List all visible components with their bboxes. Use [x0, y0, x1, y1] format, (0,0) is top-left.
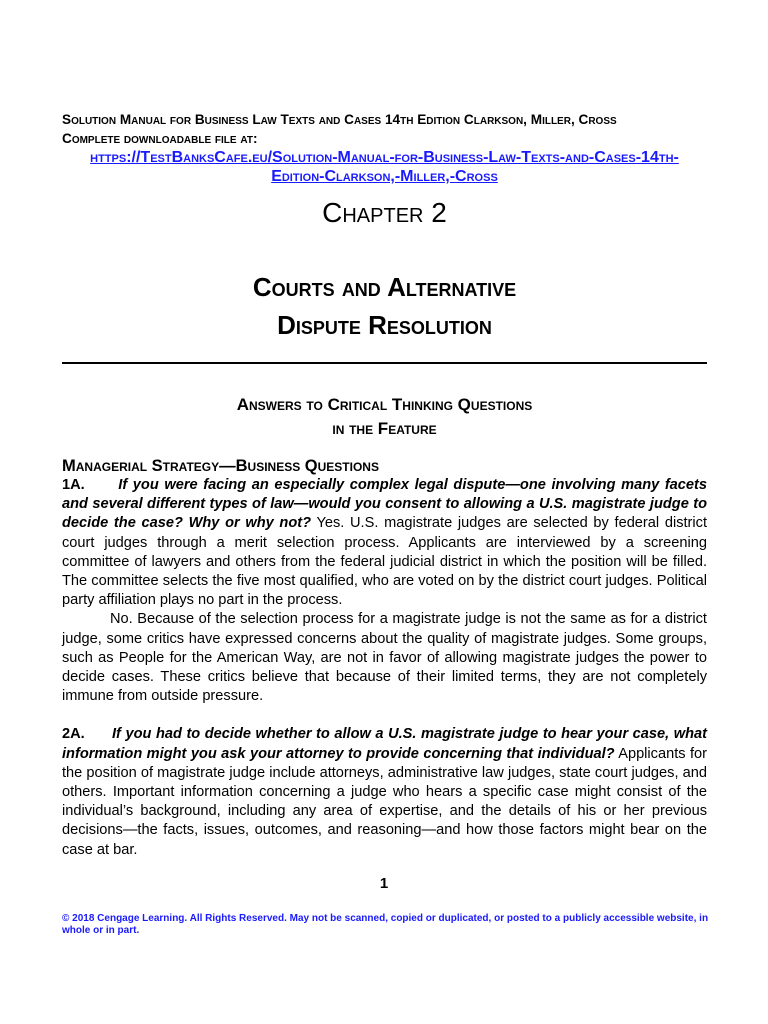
- document-page: [62, 110, 707, 860]
- question-2a-number: 2A.: [62, 726, 85, 743]
- chapter-heading: Chapter 2: [322, 197, 447, 228]
- section-title-line-2: in the Feature: [332, 419, 437, 438]
- answer-1a-paragraph-2: No. Because of the selection process for a magistrate judge is not the same as for a district judge, some critics have expressed concerns about the quality of magistrate judges. Some groups, such as People for the American Way, are not in favor of allowing magistrate judges the power to decide cases. These critics believe that because of their limited terms, they are not completely immune from outside pressure.: [62, 611, 707, 705]
- download-link[interactable]: https://TestBanksCafe.eu/Solution-Manual-for-Business-Law-Texts-and-Cases-14th-Edition-Clarkson,-Miller,-Cross: [90, 149, 679, 185]
- managerial-strategy-heading: Managerial Strategy—Business Questions: [62, 457, 379, 475]
- answer-1a-text: Yes. U.S. magistrate judges are selected by federal district court judges through a merit selection process. Applicants are interviewed by a screening committee of lawyers and others from the federal judicial district in which the position will be filled. The committee selects the five most qualified, who are voted on by the district court judges. Political party affiliation plays no part in the process.: [62, 515, 707, 609]
- question-1a-paragraph: [62, 476, 707, 610]
- chapter-title-line-2: Dispute Resolution: [277, 310, 492, 340]
- copyright-notice: © 2018 Cengage Learning. All Rights Reserved. May not be scanned, copied or duplicated, or posted to a publicly accessible website, in whole or in part.: [62, 913, 709, 936]
- page-number: 1: [379, 875, 389, 892]
- header-line-1: Solution Manual for Business Law Texts and Cases 14th Edition Clarkson, Miller, Cross: [62, 112, 617, 127]
- title-divider: [62, 362, 707, 364]
- question-1a-number: 1A.: [62, 477, 85, 493]
- header-line-2: Complete downloadable file at:: [62, 131, 258, 146]
- chapter-title: [62, 268, 707, 344]
- answer-2a-text: Applicants for the position of magistrate judge include attorneys, administrative law judges, state court judges, and others. Important information concerning a judge who hears a specific case might consist of the individual’s background, including any area of expertise, and the details of his or her previous decisions—the facts, issues, outcomes, and reasoning—and how those factors might bear on the case at bar.: [62, 745, 708, 858]
- question-2a-text: If you had to decide whether to allow a U.S. magistrate judge to hear your case, what information might you ask your attorney to provide concerning that individual?: [62, 726, 707, 762]
- chapter-title-line-1: Courts and Alternative: [252, 272, 517, 302]
- section-title: [62, 393, 707, 441]
- section-title-line-1: Answers to Critical Thinking Questions: [236, 395, 533, 414]
- question-1a-text: If you were facing an especially complex legal dispute—one involving many facets and several different types of law—would you consent to allowing a U.S. magistrate judge to decide the case? Why or why not?: [62, 477, 708, 532]
- question-2a-paragraph: [62, 725, 707, 859]
